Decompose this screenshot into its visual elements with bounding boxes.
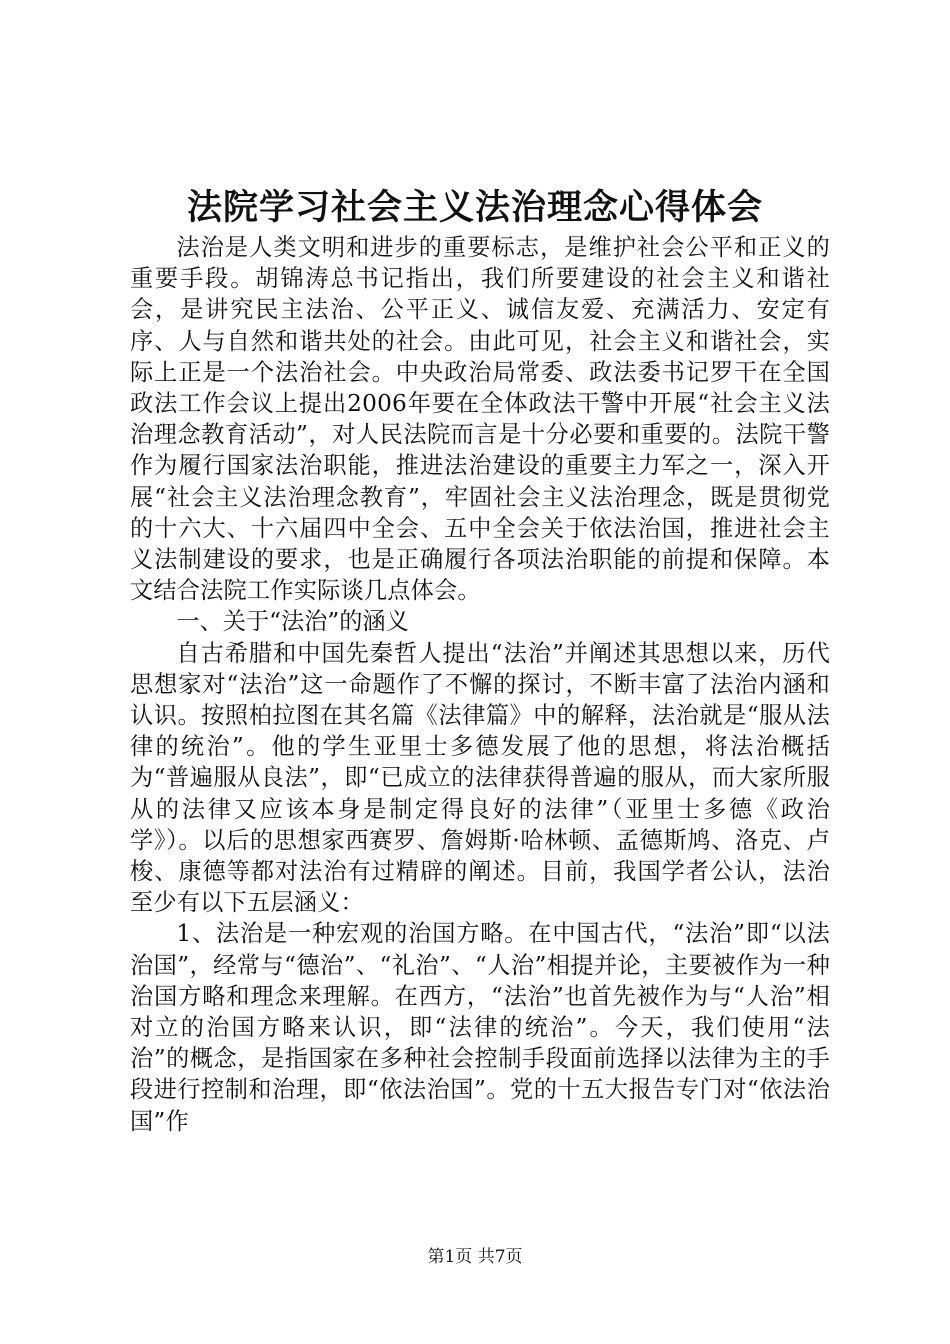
section-heading-1: 一、关于“法治”的涵义 xyxy=(176,608,409,636)
page-number-footer: 第1页 共7页 xyxy=(427,1247,523,1267)
document-title: 法院学习社会主义法治理念心得体会 xyxy=(186,187,763,228)
paragraph-history: 自古希腊和中国先秦哲人提出“法治”并阐述其思想以来，历代思想家对“法治”这一命题作了不懈的探讨，不断丰富了法治内涵和认识。按照柏拉图在其名篇《法律篇》中的解释，法治就是“服从法律的统治”。他的学生亚里士多德发展了他的思想，将法治概括为“普遍服从良法”，即“已成立的法律获得普遍的服从，而大家所服从的法律又应该本身是制定得良好的法律”（亚里士多德《政治学》）。以后的思想家西赛罗、詹姆斯·哈林顿、孟德斯鸠、洛克、卢梭、康德等都对法治有过精辟的阐述。目前，我国学者公认，法治至少有以下五层涵义： xyxy=(130,639,830,917)
paragraph-intro: 法治是人类文明和进步的重要标志，是维护社会公平和正义的重要手段。胡锦涛总书记指出，我们所要建设的社会主义和谐社会，是讲究民主法治、公平正义、诚信友爱、充满活力、安定有序、人与自然和谐共处的社会。由此可见，社会主义和谐社会，实际上正是一个法治社会。中央政治局常委、政法委书记罗干在全国政法工作会议上提出2006年要在全体政法干警中开展“社会主义法治理念教育活动”，对人民法院而言是十分必要和重要的。法院干警作为履行国家法治职能，推进法治建设的重要主力军之一，深入开展“社会主义法治理念教育”，牢固社会主义法治理念，既是贯彻党的十六大、十六届四中全会、五中全会关于依法治国，推进社会主义法制建设的要求，也是正确履行各项法治职能的前提和保障。本文结合法院工作实际谈几点体会。 xyxy=(130,234,830,605)
document-body xyxy=(130,232,830,1137)
paragraph-point-1: 1、法治是一种宏观的治国方略。在中国古代，“法治”即“以法治国”，经常与“德治”、“礼治”、“人治”相提并论，主要被作为一种治国方略和理念来理解。在西方，“法治”也首先被作为与“人治”相对立的治国方略来认识，即“法律的统治”。今天，我们使用“法治”的概念，是指国家在多种社会控制手段面前选择以法律为主的手段进行控制和治理，即“依法治国”。党的十五大报告专门对“依法治国”作 xyxy=(130,920,830,1135)
